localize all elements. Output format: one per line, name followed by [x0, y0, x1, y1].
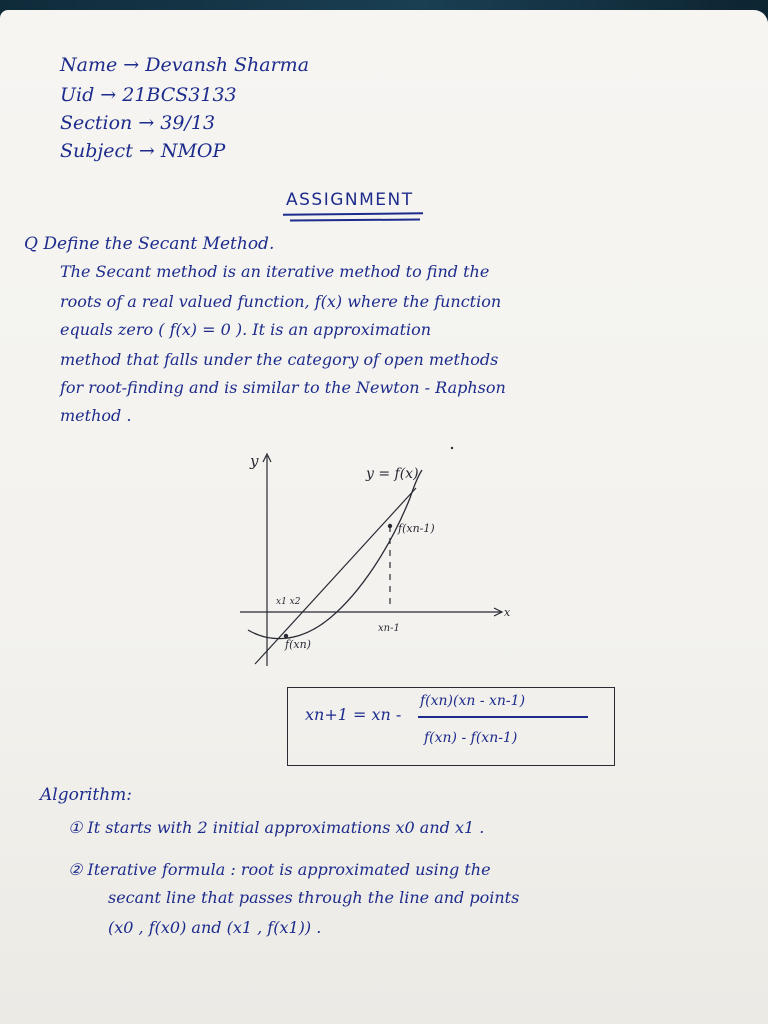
curve-label: y = f(x) [366, 466, 419, 482]
paragraph-line-5: for root-finding and is similar to the Newton - Raphson [60, 378, 506, 397]
formula-denominator: f(xn) - f(xn-1) [424, 730, 518, 746]
function-curve [248, 470, 422, 639]
paragraph-line-3: equals zero ( f(x) = 0 ). It is an approximation [60, 320, 432, 339]
upper-point-label: f(xn-1) [398, 522, 435, 535]
x-intercepts-label: x1 x2 [276, 597, 301, 607]
y-axis-label: y [250, 452, 259, 470]
algorithm-heading: Algorithm: [40, 785, 133, 805]
formula-numerator: f(xn)(xn - xn-1) [420, 693, 526, 709]
uid-line: Uid → 21BCS3133 [60, 84, 237, 106]
title-underline [283, 212, 423, 215]
secant-line [255, 488, 416, 664]
fraction-bar [418, 716, 588, 718]
xn-minus-1-label: xn-1 [378, 623, 400, 634]
lower-point-label: f(xn) [285, 638, 311, 651]
name-line: Name → Devansh Sharma [60, 54, 310, 76]
paragraph-line-2: roots of a real valued function, f(x) where the function [60, 292, 502, 311]
paragraph-line-6: method . [60, 406, 132, 425]
question-heading: Q Define the Secant Method. [24, 234, 275, 254]
algorithm-step-2-line-1: ② Iterative formula : root is approximated using the [68, 860, 491, 879]
subject-line: Subject → NMOP [60, 140, 226, 162]
secant-graph [230, 438, 530, 678]
paragraph-line-1: The Secant method is an iterative method to find the [60, 262, 490, 281]
formula-lhs: xn+1 = xn - [305, 705, 402, 724]
title-underline-second [290, 219, 420, 222]
algorithm-step-1: ① It starts with 2 initial approximations x0 and x1 . [68, 818, 485, 837]
page-title: ASSIGNMENT [286, 190, 414, 210]
x-axis-label: x [504, 606, 511, 619]
paragraph-line-4: method that falls under the category of open methods [60, 350, 499, 369]
section-line: Section → 39/13 [60, 112, 216, 134]
stray-dot [451, 447, 453, 449]
algorithm-step-2-line-3: (x0 , f(x0) and (x1 , f(x1)) . [108, 918, 322, 937]
point-upper [388, 524, 392, 528]
algorithm-step-2-line-2: secant line that passes through the line and points [108, 888, 520, 907]
notebook-page [0, 10, 768, 1024]
